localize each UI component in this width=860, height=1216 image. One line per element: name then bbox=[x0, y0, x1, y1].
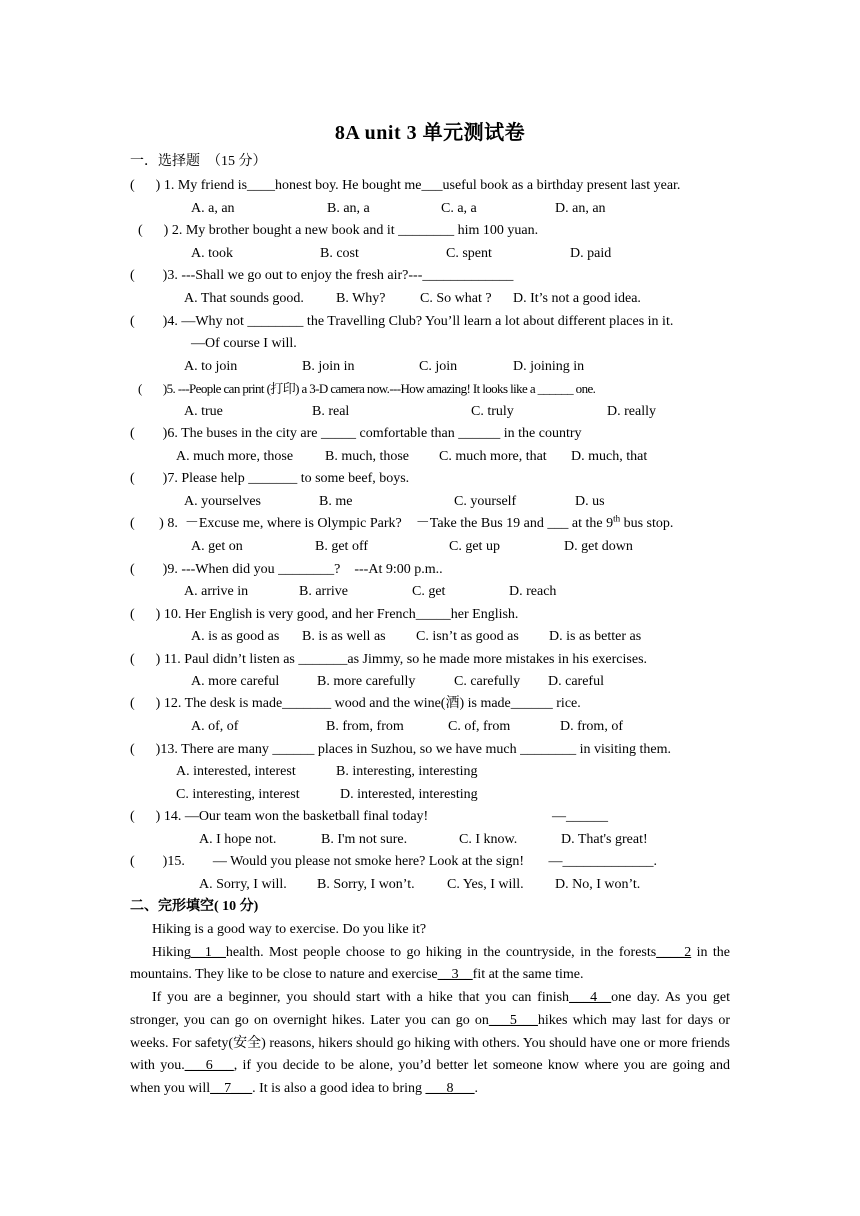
q11-option-c: C. carefully bbox=[454, 674, 521, 689]
question-14-reply-blank: —______ bbox=[552, 809, 608, 824]
q3-option-c: C. So what ? bbox=[420, 291, 492, 306]
q7-option-d: D. us bbox=[575, 494, 605, 509]
q8-option-a: A. get on bbox=[191, 539, 243, 554]
q14-option-a: A. I hope not. bbox=[199, 832, 277, 847]
cloze-blank-2: ____2 bbox=[656, 944, 692, 960]
q4-option-a: A. to join bbox=[184, 359, 238, 374]
q3-option-a: A. That sounds good. bbox=[184, 291, 304, 306]
question-12-stem: ( ) 12. The desk is made_______ wood and the wine(酒) is made______ rice. bbox=[130, 696, 581, 711]
cloze-blank-7: __7___ bbox=[210, 1080, 253, 1096]
section-heading-cloze: 二、完形填空( 10 分) bbox=[130, 899, 259, 914]
q1-option-d: D. an, an bbox=[555, 201, 606, 216]
q6-option-c: C. much more, that bbox=[439, 449, 547, 464]
q1-option-c: C. a, a bbox=[441, 201, 477, 216]
q8-option-b: B. get off bbox=[315, 539, 369, 554]
q6-option-d: D. much, that bbox=[571, 449, 648, 464]
cloze-paragraph-3: If you are a beginner, you should start with a hike that you can finish___4__one day. As you get stronger, you can go on overnight hikes. Later you can go on___5___hikes which may last for days or weeks. For safety(安全) reasons, hikers should go hiking with others. You should have one or more friends with you.___6___, if you decide to be alone, you’d better let someone know where you are going and when you will__7___. It is also a good idea to bring ___8___. bbox=[130, 990, 730, 1096]
q7-option-c: C. yourself bbox=[454, 494, 517, 509]
question-14-stem: ( ) 14. —Our team won the basketball final today! bbox=[130, 809, 429, 824]
q15-option-b: B. Sorry, I won’t. bbox=[317, 877, 415, 892]
question-1-stem: ( ) 1. My friend is____honest boy. He bought me___useful book as a birthday present last year. bbox=[130, 178, 681, 193]
q10-option-b: B. is as well as bbox=[302, 629, 386, 644]
q5-option-c: C. truly bbox=[471, 404, 514, 419]
q5-option-d: D. really bbox=[607, 404, 656, 419]
q14-option-c: C. I know. bbox=[459, 832, 518, 847]
question-7-stem: ( )7. Please help _______ to some beef, boys. bbox=[130, 471, 410, 486]
q9-option-d: D. reach bbox=[509, 584, 557, 599]
question-4-stem: ( )4. —Why not ________ the Travelling Club? You’ll learn a lot about different places in it. bbox=[130, 314, 674, 329]
cloze-paragraph-1: Hiking is a good way to exercise. Do you like it? bbox=[152, 922, 427, 937]
q15-option-c: C. Yes, I will. bbox=[447, 877, 524, 892]
q6-option-a: A. much more, those bbox=[176, 449, 294, 464]
q10-option-d: D. is as better as bbox=[549, 629, 642, 644]
cloze-blank-3: __3__ bbox=[437, 967, 473, 983]
cloze-blank-1: __1__ bbox=[190, 944, 226, 960]
section-heading-choice: 一．选择题 （15 分） bbox=[130, 154, 267, 169]
q9-option-a: A. arrive in bbox=[184, 584, 249, 599]
q13-option-d: D. interested, interesting bbox=[340, 787, 478, 802]
q6-option-b: B. much, those bbox=[325, 449, 409, 464]
q11-option-b: B. more carefully bbox=[317, 674, 416, 689]
cloze-blank-5: ___5___ bbox=[488, 1012, 538, 1028]
q7-option-b: B. me bbox=[319, 494, 353, 509]
q11-option-a: A. more careful bbox=[191, 674, 280, 689]
q13-option-c: C. interesting, interest bbox=[176, 787, 300, 802]
cloze-passage bbox=[130, 919, 730, 1101]
question-2-stem: ( ) 2. My brother bought a new book and it ________ him 100 yuan. bbox=[138, 223, 539, 238]
q15-option-d: D. No, I won’t. bbox=[555, 877, 641, 892]
q9-option-c: C. get bbox=[412, 584, 446, 599]
q2-option-b: B. cost bbox=[320, 246, 359, 261]
q2-option-d: D. paid bbox=[570, 246, 612, 261]
q12-option-b: B. from, from bbox=[326, 719, 404, 734]
q14-option-d: D. That's great! bbox=[561, 832, 648, 847]
q5-option-b: B. real bbox=[312, 404, 350, 419]
q12-option-c: C. of, from bbox=[448, 719, 511, 734]
q14-option-b: B. I'm not sure. bbox=[321, 832, 408, 847]
question-6-stem: ( )6. The buses in the city are _____ comfortable than ______ in the country bbox=[130, 426, 582, 441]
question-11-stem: ( ) 11. Paul didn’t listen as _______as Jimmy, so he made more mistakes in his exercises. bbox=[130, 652, 648, 667]
q2-option-a: A. took bbox=[191, 246, 233, 261]
question-8-stem: ( ) 8. －Excuse me, where is Olympic Park? －Take the Bus 19 and ___ at the 9th bus stop. bbox=[130, 513, 674, 531]
q3-option-d: D. It’s not a good idea. bbox=[513, 291, 641, 306]
q13-option-b: B. interesting, interesting bbox=[336, 764, 478, 779]
q4-option-c: C. join bbox=[419, 359, 458, 374]
q11-option-d: D. careful bbox=[548, 674, 604, 689]
cloze-blank-4: ___4__ bbox=[569, 990, 612, 1006]
q8-option-c: C. get up bbox=[449, 539, 500, 554]
q10-option-a: A. is as good as bbox=[191, 629, 280, 644]
q12-option-a: A. of, of bbox=[191, 719, 239, 734]
question-9-stem: ( )9. ---When did you ________? ---At 9:00 p.m.. bbox=[130, 562, 443, 577]
cloze-blank-6: ___6___ bbox=[184, 1058, 234, 1074]
q4-option-b: B. join in bbox=[302, 359, 355, 374]
question-13-stem: ( )13. There are many ______ places in Suzhou, so we have much ________ in visiting them. bbox=[130, 742, 671, 757]
q4-option-d: D. joining in bbox=[513, 359, 585, 374]
question-5-stem: ( )5. ---People can print (打印) a 3-D camera now.---How amazing! It looks like a ______ one. bbox=[138, 381, 596, 396]
q1-option-a: A. a, an bbox=[191, 201, 235, 216]
q9-option-b: B. arrive bbox=[299, 584, 348, 599]
q3-option-b: B. Why? bbox=[336, 291, 386, 306]
q8-option-d: D. get down bbox=[564, 539, 633, 554]
q12-option-d: D. from, of bbox=[560, 719, 623, 734]
cloze-blank-8: ___8___ bbox=[425, 1080, 475, 1096]
q2-option-c: C. spent bbox=[446, 246, 492, 261]
question-10-stem: ( ) 10. Her English is very good, and her French_____her English. bbox=[130, 607, 519, 622]
q1-option-b: B. an, a bbox=[327, 201, 370, 216]
cloze-paragraph-2: Hiking__1__health. Most people choose to go hiking in the countryside, in the forests____2 in the mountains. They like to be close to nature and exercise__3__fit at the same time. bbox=[130, 944, 731, 983]
question-3-stem: ( )3. ---Shall we go out to enjoy the fresh air?---_____________ bbox=[130, 268, 514, 283]
question-4-stem-reply: —Of course I will. bbox=[191, 336, 297, 351]
page-title: 8A unit 3 单元测试卷 bbox=[334, 122, 526, 144]
q7-option-a: A. yourselves bbox=[184, 494, 261, 509]
q13-option-a: A. interested, interest bbox=[176, 764, 296, 779]
q10-option-c: C. isn’t as good as bbox=[416, 629, 519, 644]
q5-option-a: A. true bbox=[184, 404, 223, 419]
question-15-stem: ( )15. — Would you please not smoke here? Look at the sign! —_____________. bbox=[130, 854, 658, 869]
q15-option-a: A. Sorry, I will. bbox=[199, 877, 287, 892]
